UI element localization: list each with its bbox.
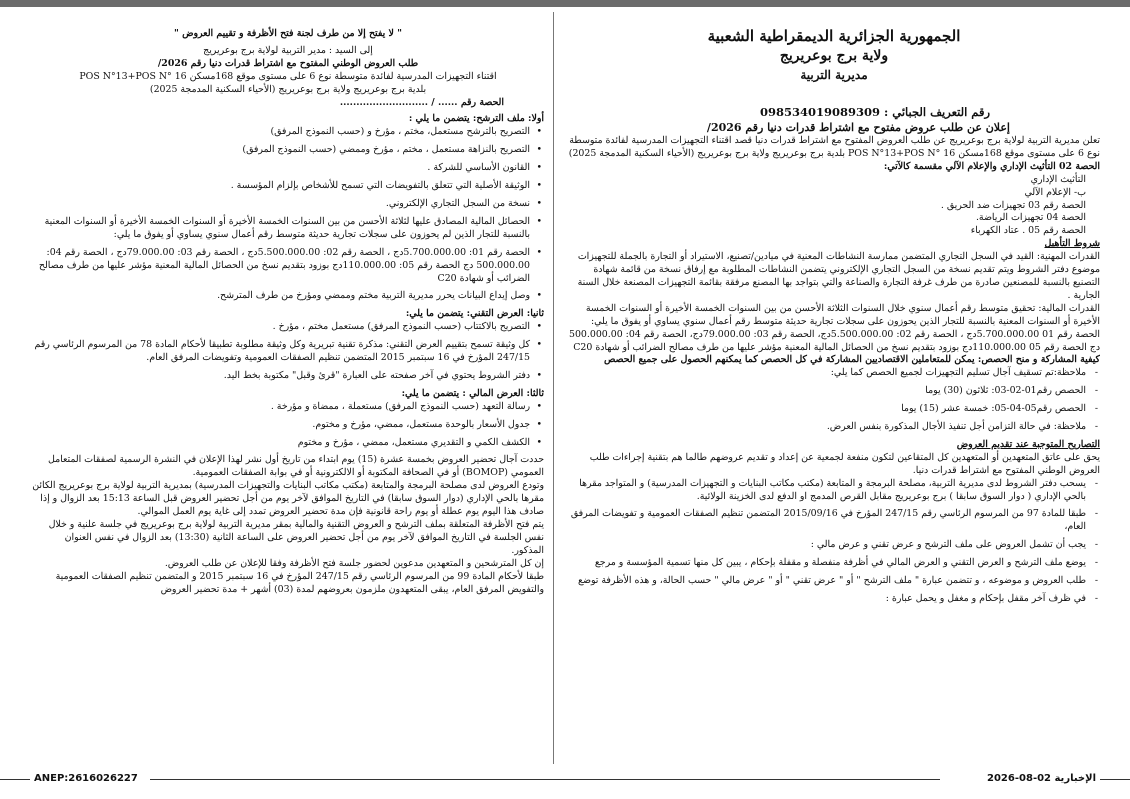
declaration-item: - طبقا للمادة 97 من المرسوم الرئاسي رقم 247/15 المؤرخ في 2015/09/16 المتضمن تنظيم الصفقات العمومية و تفويضات المرفق العام،	[568, 508, 1086, 534]
candidacy-item: • الحصائل المالية المصادق عليها لثلاثة الأحسن من بين السنوات الخمسة الأخيرة أو السنوات الخمسة الأخيرة أو السنوات المعنية بالنسبة للتجار الذين لم يحوزون على سجلات تجارية حديثة متوسط رقم أعمال سنوي يساوي أو يفوق ما يلي:	[32, 216, 530, 242]
declarations-title: التصاريح المتوجبة عند تقديم العروض	[956, 438, 1100, 450]
announcement-title: إعلان عن طلب عروض مفتوح مع اشتراط قدرات دنيا رقم 2026/	[706, 121, 1010, 134]
top-border-bar	[0, 0, 1130, 7]
note-item: - الحصص رقم05-04-05: خمسة عشر (15) يوما	[568, 403, 1086, 416]
declaration-item: - يجب أن تشمل العروض على ملف الترشح و عرض تقني و عرض مالي :	[568, 539, 1086, 552]
right-column	[568, 12, 1100, 764]
participation-rules: كيفية المشاركة و منح الحصص: يمكن للمتعاملين الاقتصاديين المشاركة في كل الحصص كما يمكنهم الحصول على جميع الحصص	[604, 354, 1100, 366]
lot-item: التأثيث الإداري	[1030, 173, 1086, 185]
financial-item: • رسالة التعهد (حسب النموذج المرفق) مستعملة ، ممضاة و مؤرخة .	[32, 401, 530, 414]
deadline-paragraph: حددت آجال تحضير العروض بخمسة عشرة (15) يوم ابتداء من تاريخ أول نشر لهذا الإعلان في النشرة الرسمية لصفقات المتعامل العمومي (BOMOP) أو في الصحافة المكتوبة أو الالكترونية أو في بوابة الصفقات العمومية.	[47, 454, 544, 479]
financial-item: • جدول الأسعار بالوحدة مستعمل، ممضي، مؤرخ و مختوم.	[32, 419, 530, 432]
validity-paragraph: طبقا لأحكام المادة 99 من المرسوم الرئاسي رقم 247/15 المؤرخ في 16 سبتمبر 2015 و المتضمن تنظيم الصفقات العمومية والتفويض المرفق العام، يبقى المتعهدون ملزمون بعروضهم لمدة (03) أشهر + مدة تحضير العروض	[55, 570, 544, 595]
candidacy-title: أولا: ملف الترشح: يتضمن ما يلي :	[408, 113, 544, 125]
candidacy-item: • الوثيقة الأصلية التي تتعلق بالتفويضات التي تسمح للأشخاص بإلزام المؤسسة .	[32, 180, 530, 193]
column-divider	[553, 12, 554, 764]
technical-item: • التصريح بالاكتتاب (حسب النموذج المرفق) مستعمل مختم ، مؤرخ .	[32, 321, 530, 334]
lots-intro: الحصة 02 التأثيث الإداري والإعلام الآلي مقسمة كالآتي:	[883, 160, 1100, 172]
footer-rule	[1100, 779, 1130, 780]
address-lot-line: الحصة رقم ...... / ...........................	[339, 96, 504, 108]
declarations-list	[568, 478, 1100, 606]
header-republic: الجمهورية الجزائرية الديمقراطية الشعبية	[707, 27, 961, 45]
declarations-para: يحق على عاتق المتعهدين أو المتعهدين كل المتقاعين لتكون منفعة لجمعية عن إعداد و تقديم عروضهم طالما هم بتقنية إجراءات طلب العروض الوطني المفتوح مع اشتراط قدرات دنيا.	[589, 451, 1100, 476]
candidacy-item: • نسخة من السجل التجاري الإلكتروني.	[32, 198, 530, 211]
technical-offer-list	[32, 321, 544, 383]
left-column	[32, 12, 544, 764]
declaration-item: - طلب العروض و موضوعه ، و تتضمن عبارة " ملف الترشح " أو " عرض تقني " أو " عرض مالي " حسب الحالة، و هذه الأظرفة توضع	[568, 575, 1086, 588]
address-line: طلب العروض الوطني المفتوح مع اشتراط قدرات دنيا رقم 2026/	[157, 57, 419, 69]
conditions-title: شروط التأهيل	[1044, 238, 1100, 250]
tax-id: رقم التعريف الجبائي : 098534019089309	[759, 105, 990, 119]
lots-list	[568, 174, 1100, 239]
technical-item: • كل وثيقة تسمح بتقييم العرض التقني: مذكرة تقنية تبريرية وكل وثيقة مطلوبة تطبيقا لأحكام المادة 78 من المرسوم الرئاسي رقم 247/15 المؤرخ في 16 سبتمبر 2015 المتضمن تنظيم الصفقات العمومية وتفويضات المرفق العام.	[32, 339, 530, 365]
financial-offer-title: ثالثا: العرض المالي : يتضمن ما يلي:	[401, 387, 544, 399]
header-directorate: مديرية التربية	[800, 68, 868, 82]
address-line: إلى السيد : مدير التربية لولاية برج بوعريريج	[203, 44, 373, 56]
condition-financial: القدرات المالية: تحقيق متوسط رقم أعمال سنوي خلال السنوات الثلاثة الأحسن من بين السنوات الخمسة الأخيرة أو السنوات الخمسة الأخيرة أو السنوات المعنية بالنسبة للتجار الذين يحوزون على سجلات تجارية حديثة متوسط رقم أعمال سنوي يساوي أو يفوق ما يلي: الحصة رقم 01 5.700.000.00دج ، الحصة رقم 02: 5.500.000.00دج، الحصة رقم 03: 79.000.00دج، الحصة رقم 04: 500.000.00 دج الحصة رقم 05 110.000.00دج بوزود بتقديم نسخ من الحصائل المالية المعنية مؤشر عليها من طرف مصالح الضرائب أو شهادة C20	[568, 302, 1100, 353]
header-wilaya: ولاية برج بوعريريج	[779, 48, 889, 64]
note-item: - ملاحظة: في حالة التزامن أجل تنفيذ الأجال المذكورة بنفس العرض.	[568, 421, 1086, 434]
technical-item: • دفتر الشروط يحتوي في آخر صفحته على العبارة "قرئ وقبل" مكتوبة بخط اليد.	[32, 370, 530, 383]
financial-offer-list	[32, 401, 544, 450]
footer-anep-ref: ANEP:2616026227	[34, 773, 138, 784]
invitation-paragraph: إن كل المترشحين و المتعهدين مدعوين لحضور جلسة فتح الأظرفة وفقا للإعلان عن طلب العروض.	[164, 557, 544, 569]
lot-item: الحصة 04 تجهيزات الرياضة.	[975, 212, 1086, 224]
technical-offer-title: ثانيا: العرض التقني: يتضمن ما يلي:	[405, 308, 544, 320]
opening-notice: " لا يفتح إلا من طرف لجنة فتح الأظرفة و تقييم العروض "	[174, 28, 402, 39]
candidacy-item: • التصريح بالترشح مستعمل، مختم ، مؤرخ و (حسب النموذج المرفق)	[32, 126, 530, 139]
declaration-item: - يسحب دفتر الشروط لدى مديرية التربية، مصلحة البرمجة و المتابعة (مكتب مكاتب البنايات و التجهيزات المدرسية) و المتواجد مقرها بالحي الإداري ( دوار السوق سابقا ) برج بوعريريج مقابل القرص المدمج او الدفع لدى الخزينة الولائية.	[568, 478, 1086, 504]
footer-rule	[0, 779, 30, 780]
opening-paragraph: يتم فتح الأظرفة المتعلقة بملف الترشح و العروض التقنية والمالية بمقر مديرية التربية لولاية برج بوعريريج في جلسة علنية و خلال نفس الجلسة في التاريخ الموافق لآخر يوم من أجل تحضير العروض على الساعة الثانية (13:30) بعد الزوال في نفس العنوان المذكور.	[48, 519, 544, 556]
declaration-item: - في ظرف آخر مقفل بإحكام و مغفل و يحمل عبارة :	[568, 593, 1086, 606]
candidacy-item: • التصريح بالنزاهة مستعمل ، مختم ، مؤرخ وممضي (حسب النموذج المرفق)	[32, 144, 530, 157]
candidacy-item: • الحصة رقم 01: 5.700.000.00دج ، الحصة رقم 02: 5.500.000.00دج ، الحصة رقم 03: 79.000.00دج ، الحصة رقم 04: 500.000.00 دج الحصة رقم 05: 110.000.00دج بوزود بتقديم نسخ من الحصائل المالية المعنية مؤشر عليها من طرف مصالح الضرائب أو شهادة C20	[32, 247, 530, 286]
financial-item: • الكشف الكمي و التقديري مستعمل، ممضي ، مؤرخ و مختوم	[32, 437, 530, 450]
candidacy-item: • وصل إيداع البيانات يحرر مديرية التربية مختم وممضي ومؤرخ من طرف المترشح.	[32, 290, 530, 303]
lot-item: الحصة رقم 03 تجهيزات ضد الحريق .	[940, 199, 1086, 211]
deposit-paragraph: وتودع العروض لدى مصلحة البرمجة والمتابعة (مكتب مكاتب البنايات والتجهيزات المدرسية) بمديرية التربية لولاية برج بوعريريج الكائن مقرها بالحي الإداري (دوار السوق سابقا) في التاريخ الموافق لآخر يوم من أجل تحضير العروض قبل الساعة 15:13 بعد الزوال و إذا صادف هذا اليوم يوم عطلة أو يوم راحة قانونية فإن مدة تحضير العروض تمدد إلى غاية يوم العمل الموالي.	[32, 480, 544, 518]
lot-item: الحصة رقم 05 . عتاد الكهرباء	[970, 225, 1086, 237]
note-item: - الحصص رقم01-02-03: ثلاثون (30) يوما	[568, 385, 1086, 398]
address-line: اقتناء التجهيزات المدرسية لفائدة متوسطة نوع 6 على مستوى موقع 168مسكن POS N°13+POS N° 16	[79, 70, 497, 82]
announcement-intro: تعلن مديرية التربية لولاية برج بوعريريج عن طلب العروض المفتوح مع اشتراط قدرات دنيا قصد اقتناء التجهيزات المدرسية لفائدة متوسطة نوع 6 على مستوى موقع 168مسكن POS N°13+POS N° 16 بلدية برج بوعريريج ولاية برج بوعريريج (الأحياء السكنية المدمجة 2025)	[568, 135, 1100, 159]
condition-professional: القدرات المهنية: القيد في السجل التجاري المتضمن ممارسة النشاطات المعنية في ميادين/تصنيع، الاستيراد أو التجارة بالجملة للتجهيزات موضوع دفتر الشروط ويتم تقديم نسخة من السجل التجاري الإلكتروني يتضمن النشاطات المطلوبة مع إرفاق نسخة من قائمة شهادة التصنيع بالنسبة للمصنعين صادرة من طرف غرفة التجارة والصناعة والتي بتواجد بها المصنع مرفقة بقائمة التجهيزات المصنعة خلال السنة الجارية .	[577, 251, 1100, 301]
candidacy-list	[32, 126, 544, 303]
page-footer	[0, 773, 1130, 787]
candidacy-item: • القانون الأساسي للشركة .	[32, 162, 530, 175]
note-item: - ملاحظة:تم تسقيف آجال تسليم التجهيزات لجميع الحصص كما يلي:	[568, 367, 1086, 380]
footer-rule	[150, 779, 940, 780]
footer-publication-date: الإخبارية 02-08-2026	[987, 773, 1096, 784]
address-line: بلدية برج بوعريريج ولاية برج بوعريريج (الأحياء السكنية المدمجة 2025)	[149, 83, 427, 95]
declaration-item: - يوضع ملف الترشح و العرض التقني و العرض المالي في أظرفة منفصلة و مقفلة بإحكام ، يبين كل منها تسمية المؤسسة و مرجع	[568, 557, 1086, 570]
newspaper-page	[28, 12, 1104, 764]
lot-item: ب- الإعلام الآلي	[1024, 186, 1086, 198]
notes-list	[568, 367, 1100, 434]
